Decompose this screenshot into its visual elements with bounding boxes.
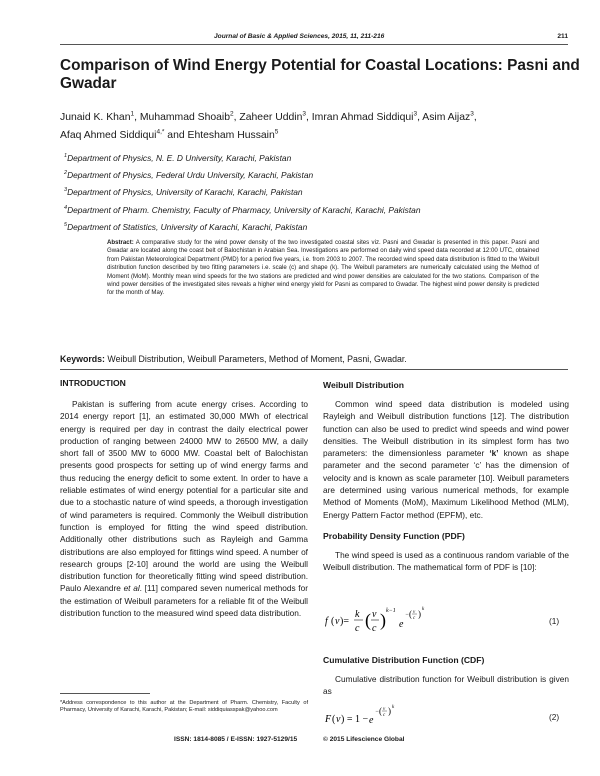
issn: ISSN: 1814-8085 / E-ISSN: 1927-5129/15 [174, 736, 298, 743]
svg-text:(: ( [332, 714, 336, 725]
svg-text:): ) [380, 610, 386, 630]
svg-text:k: k [392, 705, 395, 710]
abstract: Abstract: A comparative study for the wind power density of the two investigated coastal sites viz. Pasni and Gwadar is presented in this paper. Pasni and Gwadar are located along the coast belt of Balochistan in Arabian Sea. Investigations are performed on daily wind speed data recorded at 12:00 UTC, obtained from Pakistan Meteorological Department (PMD) for a period five years, i.e. from 2003 to 2007. The recorded wind speed data distribution is fitted to the Weibull distribution function described by two fitting parameters i.e. scale (c) and shape (k). The Weibull parameters are numerically calculated using the Method of Moment (MoM). Monthly mean wind speeds for the two stations are predicted and wind power densities are calculated for the two stations. Comparison of the wind power densities of the investigated sites reveals a higher wind energy yield for Pasni as compared to Gwadar. The highest wind power density is predicted for the month of May. [107, 239, 539, 297]
svg-text:c: c [372, 623, 377, 634]
section-rule [60, 369, 568, 370]
svg-text:v: v [335, 616, 340, 627]
equation-number: (2) [549, 712, 560, 722]
copyright: © 2015 Lifescience Global [323, 736, 405, 743]
svg-text:(: ( [331, 616, 335, 627]
svg-text:(: ( [365, 610, 371, 630]
svg-text:k−1: k−1 [386, 608, 396, 614]
svg-text:(: ( [379, 706, 382, 716]
affiliation: $^1$Department of Physics, N. E. D University, Karachi, Pakistan [64, 153, 292, 163]
svg-text:c: c [413, 616, 416, 621]
svg-text:k: k [422, 607, 425, 612]
svg-text:v: v [413, 610, 416, 615]
equation-number: (1) [549, 616, 560, 626]
svg-text:c: c [355, 623, 360, 634]
svg-text:v: v [336, 714, 341, 725]
pdf-heading: Probability Density Function (PDF) [323, 531, 465, 541]
svg-text:−: − [375, 709, 380, 715]
svg-text:): ) [388, 706, 391, 716]
affiliation: $^5$Department of Statistics, University of Karachi, Karachi, Pakistan [64, 222, 308, 232]
correspondence-footnote: *Address correspondence to this author at the Department of Pharm. Chemistry, Faculty of Pharmacy, University of Karachi, Karachi, Pakistan; E-mail: siddiquiasspak@yahoo.com [60, 700, 308, 714]
cdf-body: Cumulative distribution function for Weibull distribution is given as [323, 674, 569, 697]
svg-text:f: f [325, 616, 328, 627]
page-number: 211 [557, 33, 568, 40]
svg-text:−: − [405, 612, 410, 618]
svg-text:) = 1 −: ) = 1 − [341, 714, 369, 725]
svg-text:(: ( [409, 609, 412, 619]
svg-text:e: e [399, 619, 404, 630]
author-list [60, 108, 580, 143]
svg-text:): ) [418, 609, 421, 619]
keywords: Keywords: Weibull Distribution, Weibull Parameters, Method of Moment, Pasni, Gwadar. [60, 354, 407, 364]
author: Ehtesham Hussain$^5$ [187, 128, 279, 141]
paper-title: Comparison of Wind Energy Potential for Coastal Locations: Pasni and Gwadar [60, 57, 580, 92]
header-rule [60, 44, 568, 45]
author: Junaid K. Khan$^1$, [60, 111, 140, 124]
svg-text:F: F [325, 714, 332, 725]
pdf-equation [323, 600, 433, 642]
pdf-body: The wind speed is used as a continuous random variable of the Weibull distribution. The mathematical form of PDF is [10]: [323, 550, 569, 573]
author: Imran Ahmad Siddiqui$^3$, [311, 111, 423, 124]
cdf-equation [323, 702, 403, 728]
footnote-rule [60, 693, 150, 694]
author: Zaheer Uddin$^3$, [239, 111, 312, 124]
author: Afaq Ahmed Siddiqui$^{4,*}$ and [60, 128, 188, 141]
affiliation: $^4$Department of Pharm. Chemistry, Faculty of Pharmacy, University of Karachi, Karachi, Pakistan [64, 205, 421, 215]
intro-body: Pakistan is suffering from acute energy crises. According to 2014 energy report [1], an estimated 30,000 MWh of electrical energy is required per day in contrast the daily electrical power production of ranging between 24000 MW to 26500 MW, a daily short fall of 3500 MW to 6000 MW. Coastal belt of Balochistan presents good prospects for setting up of wind energy farms and thus reducing the energy deficit to some extent. In order to have a reliable estimates of wind energy potential for a particular site and due to a stochastic nature of wind speeds, a thorough investigation of wind parameters is required. Commonly the Weibull distribution function is employed for fitting the wind speed distribution. Additionally other distributions such as Rayleigh and Gamma distributions are also employed for fittings wind speed. A number of research groups [2-10] around the world are using the Weibull distribution function for theoretically fitting wind speed distribution. Paulo Alexandre et al. [11] compared seven numerical methods for the estimation of Weibull parameters for a reliable fit of the Weibull distribution function to the measured wind speed data distribution. [60, 399, 308, 619]
cdf-heading: Cumulative Distribution Function (CDF) [323, 655, 485, 665]
svg-text:)=: )= [340, 616, 349, 627]
weibull-body: Common wind speed data distribution is modeled using Rayleigh and Weibull distribution functions [12]. The distribution function can also be used to predict wind speeds and wind power densities. The Weibull distribution in its simplest form has two parameters: the dimensionless parameter ‘k’ known as shape parameter and the second parameter ‘c’ has the dimension of velocity and is known as scale parameter [10]. Weibull parameters are determined using various numerical methods, for example Method of Moments (MoM), Maximum Likelihood Method (MLM), Energy Pattern Factor method (EPFM), etc. [323, 399, 569, 520]
author: Asim Aijaz$^3$, [422, 111, 477, 124]
weibull-heading: Weibull Distribution [323, 380, 404, 390]
svg-text:c: c [383, 713, 386, 718]
svg-text:k: k [355, 609, 360, 620]
journal-citation: Journal of Basic & Applied Sciences, 2015, 11, 211-216 [214, 33, 385, 40]
affiliation: $^2$Department of Physics, Federal Urdu University, Karachi, Pakistan [64, 170, 314, 180]
author: Muhammad Shoaib$^2$, [139, 111, 240, 124]
svg-text:v: v [383, 707, 386, 712]
affiliation: $^3$Department of Physics, University of Karachi, Karachi, Pakistan [64, 187, 303, 197]
svg-text:e: e [369, 715, 374, 726]
intro-heading: INTRODUCTION [60, 378, 126, 388]
svg-text:v: v [372, 609, 377, 620]
